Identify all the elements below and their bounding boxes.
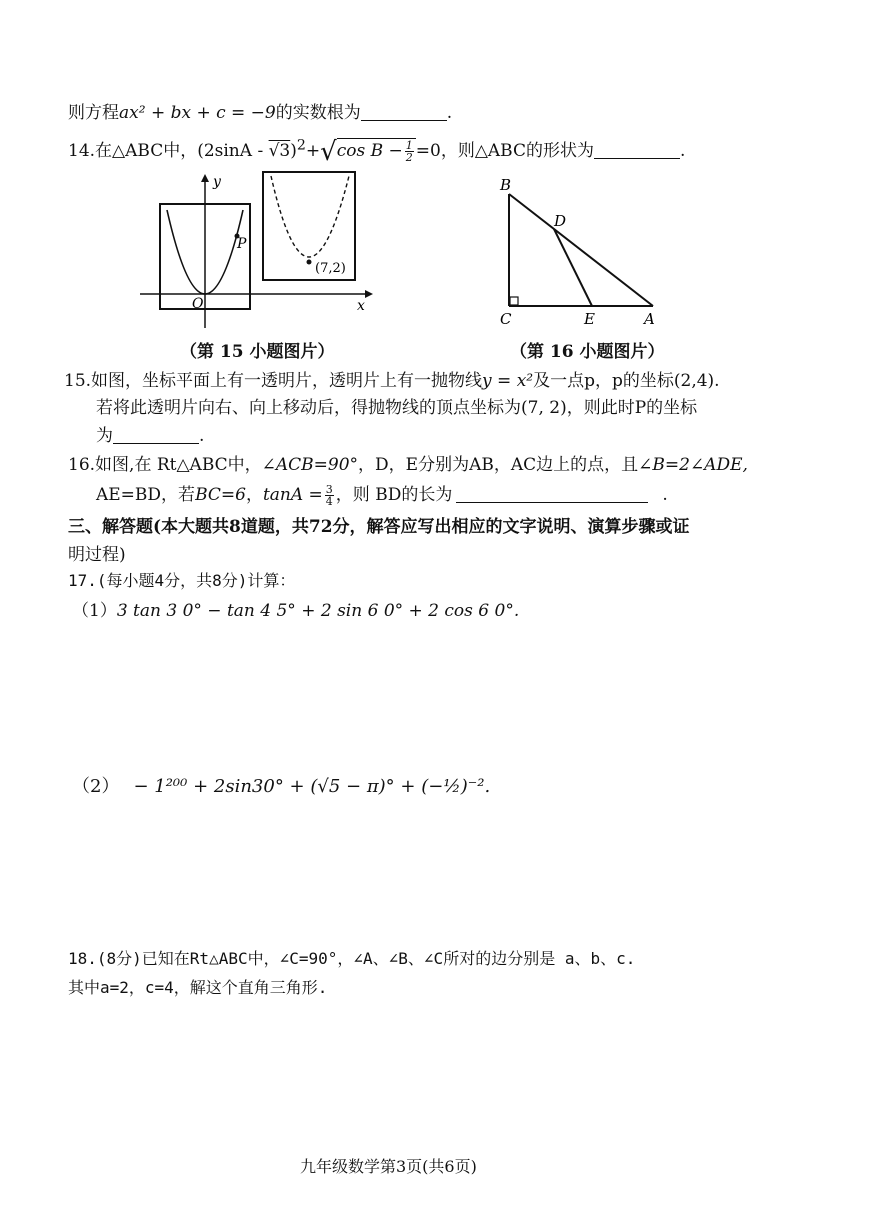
q16-end: . — [662, 485, 668, 505]
vertex-point — [307, 260, 312, 265]
q16-bc: BC=6 — [195, 485, 246, 505]
q16-text-a: 16.如图,在 Rt△ABC中， — [68, 455, 262, 475]
q16-condition: ∠B=2∠ADE, — [638, 455, 748, 475]
q15-text-b: 及一点p，p的坐标(2,4). — [533, 371, 720, 391]
figure-15-caption: （第 15 小题图片） — [180, 342, 335, 362]
q17-part2 — [72, 772, 490, 798]
q18-line1: 18.(8分)已知在Rt△ABC中，∠C=90°，∠A、∠B、∠C所对的边分别是 a、b、c. — [68, 949, 636, 968]
vertex-label: (7,2) — [315, 261, 346, 276]
vertex-a-label: A — [644, 310, 655, 328]
q15-line2: 若将此透明片向右、向上移动后，得抛物线的顶点坐标为(7, 2)，则此时P的坐标 — [96, 398, 698, 418]
vertex-b-label: B — [500, 176, 512, 194]
q17-part2-expression: − 1²⁰⁰ + 2sin30° + (√5 − π)° + (−½)⁻². — [133, 776, 491, 797]
q16-comma: ， — [245, 485, 263, 505]
figure-16 — [490, 172, 670, 332]
section3-heading-line2: 明过程) — [68, 545, 126, 565]
point-e-label: E — [584, 310, 595, 328]
q15-equation: y = x² — [482, 371, 534, 391]
q16-answer-blank[interactable] — [456, 485, 648, 503]
q16-line2 — [96, 480, 668, 507]
point-p-label: P — [237, 236, 247, 252]
q15-answer-blank[interactable] — [113, 426, 199, 444]
q16-line1 — [68, 450, 748, 475]
q16-fraction — [325, 484, 334, 507]
q17-part2-label: （2） — [72, 776, 120, 797]
page-footer: 九年级数学第3页(共6页) — [300, 1157, 477, 1176]
q14-prefix: 14.在△ABC中，(2sinA - — [68, 141, 269, 161]
q13-equation: ax² + bx + c = −9 — [119, 103, 276, 123]
y-axis-label: y — [213, 174, 221, 190]
q16-tan: tanA = — [262, 485, 323, 505]
q14-end: . — [680, 141, 686, 161]
q15-end: . — [199, 426, 205, 446]
q16-frac-den: 4 — [325, 495, 333, 508]
q17-header: 17.(每小题4分，共8分)计算： — [68, 571, 296, 590]
q15-text-a: 15.如图，坐标平面上有一透明片，透明片上有一抛物线 — [64, 371, 483, 391]
parabola-moved — [271, 176, 349, 257]
point-d-label: D — [554, 212, 567, 230]
q14-square: 2 — [296, 137, 306, 154]
q14-answer-blank[interactable] — [594, 141, 680, 159]
q13-answer-blank[interactable] — [361, 103, 447, 121]
radical-sign: √ — [320, 137, 337, 167]
q17-part1-label: （1） — [72, 601, 117, 621]
q15-line1 — [64, 366, 720, 391]
q16-text-d: ，则 BD的长为 — [335, 485, 453, 505]
q16-frac-num: 3 — [325, 483, 333, 496]
q16-text-c: AE=BD，若 — [96, 485, 196, 505]
q16-text-b: ，D，E分别为AB，AC边上的点，且 — [358, 455, 639, 475]
section3-heading-line1: 三、解答题(本大题共8道题，共72分，解答应写出相应的文字说明、演算步骤或证 — [68, 517, 690, 537]
q16-angle: ∠ACB=90° — [261, 455, 359, 475]
q15-line3-text: 为 — [96, 426, 113, 446]
q14-frac-num: 1 — [405, 139, 413, 152]
segment-de — [554, 229, 592, 306]
right-angle-mark — [510, 297, 518, 305]
q13-suffix: 的实数根为 — [275, 103, 361, 123]
q13-prefix: 则方程 — [68, 103, 119, 123]
y-axis-arrow — [201, 174, 209, 182]
q13-end: . — [446, 103, 453, 123]
q14-eq0: =0，则△ABC的形状为 — [415, 141, 594, 161]
q14-radicand — [336, 138, 416, 164]
vertex-c-label: C — [500, 310, 512, 328]
q14-sqrt3: √3 — [268, 141, 291, 161]
figure-15 — [135, 168, 375, 333]
q14-paren: ) — [290, 141, 297, 161]
x-axis-label: x — [357, 298, 365, 314]
q14-fraction — [405, 140, 414, 163]
q17-part1-expression: 3 tan 3 0° − tan 4 5° + 2 sin 6 0° + 2 cos 6 0°. — [116, 601, 520, 621]
q13-tail-line — [68, 98, 452, 123]
q17-part1 — [72, 596, 519, 621]
x-axis-arrow — [365, 290, 373, 298]
q14-plus: + — [305, 141, 321, 161]
origin-label: O — [192, 296, 204, 312]
q15-line3 — [96, 421, 204, 446]
q18-line2: 其中a=2，c=4，解这个直角三角形. — [68, 978, 328, 997]
q14-frac-den: 2 — [405, 151, 413, 164]
q14-line — [68, 136, 685, 167]
figure-16-caption: （第 16 小题图片） — [510, 342, 665, 362]
q14-cosb: cos B − — [336, 141, 403, 161]
side-ab — [509, 194, 653, 306]
